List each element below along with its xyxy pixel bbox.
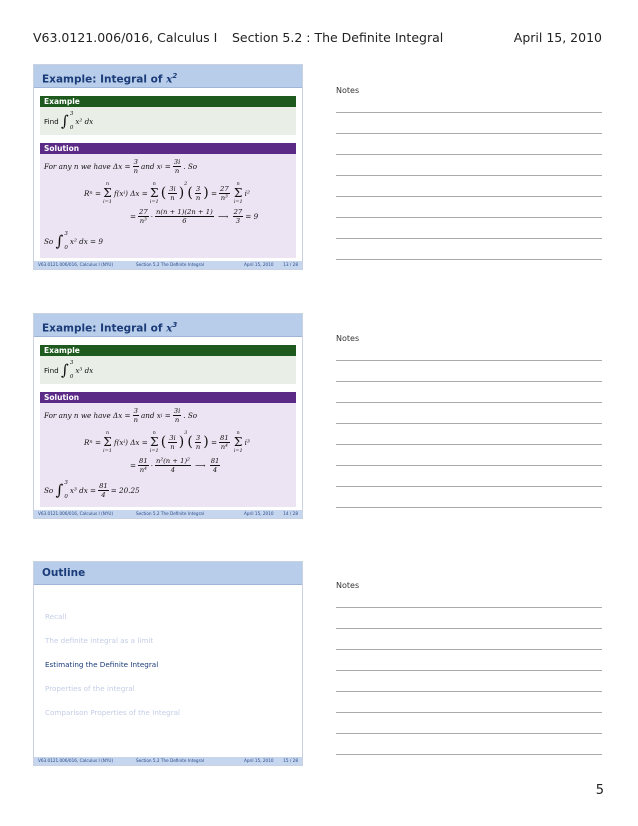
coef-num: 81 bbox=[220, 433, 229, 442]
note-line bbox=[336, 217, 602, 218]
p2-num: 3 bbox=[195, 433, 201, 442]
example-block-header: Example bbox=[40, 345, 296, 356]
so-result: x² dx = 9 bbox=[69, 236, 103, 246]
sol-text: . So bbox=[183, 162, 198, 171]
slide-title-text: Example: Integral of bbox=[42, 322, 163, 335]
p2-num: 3 bbox=[195, 184, 201, 193]
xi-den: n bbox=[174, 416, 180, 424]
so-frac-den: 4 bbox=[101, 490, 106, 499]
footer-course: V63.0121.006/016, Calculus I (NYU) bbox=[38, 511, 114, 516]
sum-top: n bbox=[152, 181, 156, 187]
slide-title-exp: 3 bbox=[172, 321, 178, 329]
coef-num: 27 bbox=[220, 184, 229, 193]
note-line bbox=[336, 381, 602, 382]
solution-intro: For any n we have Δx = $\frac{3}{n}$ and x i = $\frac{3i}{n}$ . So bbox=[44, 158, 198, 175]
outline-item-properties[interactable]: Properties of the integral bbox=[45, 684, 135, 693]
l2-coef-den: n³ bbox=[139, 217, 147, 225]
integral-upper: 3 bbox=[69, 111, 74, 117]
sum-top: n bbox=[236, 181, 240, 187]
footer-page: 15 / 28 bbox=[283, 758, 298, 763]
sol-text: = bbox=[164, 411, 171, 420]
note-line bbox=[336, 196, 602, 197]
example-problem bbox=[44, 111, 292, 131]
outline-item-recall[interactable]: Recall bbox=[45, 612, 67, 621]
integral-lower: 0 bbox=[64, 245, 68, 251]
slide-footer bbox=[34, 757, 302, 765]
example-problem bbox=[44, 360, 292, 380]
so-frac-num: 81 bbox=[99, 481, 108, 490]
note-line bbox=[336, 628, 602, 629]
outline-item-definite-integral-limit[interactable]: The definite integral as a limit bbox=[45, 636, 154, 645]
note-line bbox=[336, 607, 602, 608]
sum-top: n bbox=[236, 430, 240, 436]
note-line bbox=[336, 175, 602, 176]
l2-lim-den: 4 bbox=[212, 466, 218, 474]
xi-den: n bbox=[174, 167, 180, 175]
outline-item-estimating[interactable]: Estimating the Definite Integral bbox=[45, 660, 159, 669]
l2-coef-den: n⁴ bbox=[139, 466, 147, 474]
l2-coef-num: 81 bbox=[139, 457, 148, 465]
paren-den: n bbox=[170, 442, 175, 451]
paren-exp: 2 bbox=[184, 181, 188, 187]
l2-lim-den: 3 bbox=[235, 217, 241, 225]
sum-term: i² bbox=[244, 188, 250, 198]
so-value: = 20.25 bbox=[110, 485, 140, 495]
xi-num: 3i bbox=[173, 407, 181, 415]
outline-title: Outline bbox=[42, 567, 86, 579]
sol-text: and x bbox=[140, 162, 161, 171]
sum-top: n bbox=[105, 430, 110, 436]
example-block-header: Example bbox=[40, 96, 296, 107]
definite-integral: ∫ 3 0 bbox=[61, 111, 74, 131]
p2-den: n bbox=[195, 193, 201, 202]
notes-label: Notes bbox=[336, 86, 360, 95]
f-of-x: f(x bbox=[113, 437, 124, 447]
sum-bottom: i=1 bbox=[102, 448, 112, 454]
slide-title-exp: 2 bbox=[172, 72, 178, 80]
conclusion-line: So ∫ 3 0 x² dx = 9 bbox=[44, 231, 103, 251]
integral-upper: 3 bbox=[69, 360, 74, 366]
sol-text: and x bbox=[140, 411, 161, 420]
footer-course: V63.0121.006/016, Calculus I (NYU) bbox=[38, 262, 114, 267]
find-label: Find bbox=[44, 116, 59, 126]
so-result: x³ dx = bbox=[69, 485, 97, 495]
slide-title bbox=[34, 314, 302, 337]
page-number: 5 bbox=[595, 783, 604, 798]
note-line bbox=[336, 733, 602, 734]
find-label: Find bbox=[44, 365, 59, 375]
equals: = bbox=[94, 188, 101, 198]
l2-mid-num: n(n + 1)(2n + 1) bbox=[155, 208, 213, 216]
sum-bottom: i=1 bbox=[149, 448, 159, 454]
solution-block-header: Solution bbox=[40, 392, 296, 403]
riemann-sum-line: R n = n Σ i=1 f(x i ) Δx = n Σ i=1 ( $\frac{3i}{n}$ ) $^3$ ( $\frac{3}{n}$ ) = $\frac{81}{\text{n⁴}}$ n Σ i=1 i³ bbox=[84, 430, 250, 454]
sol-text: For any n we have Δx = bbox=[44, 411, 131, 420]
paren-exp: 3 bbox=[184, 430, 188, 436]
slide-title-text: Example: Integral of bbox=[42, 73, 163, 86]
sum-bottom: i=1 bbox=[102, 199, 112, 205]
footer-page: 13 / 28 bbox=[283, 262, 298, 267]
note-line bbox=[336, 507, 602, 508]
f-of-x-tail: ) Δx = bbox=[125, 437, 148, 447]
sum-top: n bbox=[152, 430, 156, 436]
integral-lower: 0 bbox=[69, 125, 74, 131]
sum-bottom: i=1 bbox=[233, 199, 243, 205]
solution-block-body bbox=[40, 154, 296, 258]
dx-den: n bbox=[133, 416, 138, 424]
solution-intro: For any n we have Δx = $\frac{3}{n}$ and x i = $\frac{3i}{n}$ . So bbox=[44, 407, 198, 424]
footer-date: April 15, 2010 bbox=[244, 511, 274, 516]
dx-num: 3 bbox=[133, 158, 138, 166]
slide-title-var: x bbox=[166, 73, 173, 86]
integral-lower: 0 bbox=[69, 374, 74, 380]
note-line bbox=[336, 712, 602, 713]
definite-integral: ∫ 3 0 bbox=[61, 360, 74, 380]
sol-text: . So bbox=[183, 411, 198, 420]
footer-section: Section 5.2 The Definite Integral bbox=[136, 511, 205, 516]
limit-line: = $\frac{81}{\text{n⁴}}$ · $\frac{\text{n²(n + 1)²}}{4}$ ⟶ $\frac{81}{4}$ bbox=[130, 457, 220, 474]
notes-label: Notes bbox=[336, 581, 360, 590]
dx-den: n bbox=[133, 167, 138, 175]
note-line bbox=[336, 423, 602, 424]
l2-mid-num: n²(n + 1)² bbox=[155, 457, 190, 465]
rn: R bbox=[84, 437, 90, 447]
l2-result: = 9 bbox=[245, 212, 259, 221]
header-date: April 15, 2010 bbox=[513, 30, 602, 45]
integrand: x² dx bbox=[75, 116, 94, 126]
example-block-body bbox=[40, 107, 296, 135]
integral-upper: 3 bbox=[64, 480, 68, 486]
riemann-sum-line: R n = n Σ i=1 f(x i ) Δx = n Σ i=1 ( $\frac{3i}{n}$ ) $^2$ ( $\frac{3}{n}$ ) = $\frac{27}{\text{n³}}$ n Σ i=1 i² bbox=[84, 181, 250, 205]
limit-line: = $\frac{27}{\text{n³}}$ · $\frac{n(n + 1)(2n + 1)}{6}$ ⟶ $\frac{27}{3}$ = 9 bbox=[130, 208, 259, 225]
coef-den: n³ bbox=[220, 193, 228, 202]
note-line bbox=[336, 444, 602, 445]
xi-num: 3i bbox=[173, 158, 181, 166]
footer-page: 14 / 28 bbox=[283, 511, 298, 516]
l2-lim-num: 81 bbox=[210, 457, 220, 465]
f-of-x-tail: ) Δx = bbox=[125, 188, 148, 198]
equals: = bbox=[94, 437, 101, 447]
footer-date: April 15, 2010 bbox=[244, 262, 274, 267]
solution-block-body bbox=[40, 403, 296, 507]
paren-num: 3i bbox=[169, 184, 176, 193]
slide-title bbox=[34, 65, 302, 88]
coef-den: n⁴ bbox=[220, 442, 228, 451]
l2-lim-num: 27 bbox=[233, 208, 243, 216]
note-line bbox=[336, 486, 602, 487]
integrand: x³ dx bbox=[75, 365, 94, 375]
note-line bbox=[336, 154, 602, 155]
slide-title-var: x bbox=[166, 322, 173, 335]
sum-bottom: i=1 bbox=[149, 199, 159, 205]
paren-num: 3i bbox=[169, 433, 176, 442]
example-block-body bbox=[40, 356, 296, 384]
note-line bbox=[336, 465, 602, 466]
integral-upper: 3 bbox=[64, 231, 68, 237]
note-line bbox=[336, 259, 602, 260]
slide-footer bbox=[34, 510, 302, 518]
sum-top: n bbox=[105, 181, 110, 187]
sol-text: = bbox=[164, 162, 171, 171]
note-line bbox=[336, 670, 602, 671]
note-line bbox=[336, 360, 602, 361]
note-line bbox=[336, 691, 602, 692]
sum-bottom: i=1 bbox=[233, 448, 243, 454]
slide-outline bbox=[33, 561, 303, 766]
p2-den: n bbox=[195, 442, 201, 451]
footer-date: April 15, 2010 bbox=[244, 758, 274, 763]
note-line bbox=[336, 402, 602, 403]
slide-footer bbox=[34, 261, 302, 269]
sum-term: i³ bbox=[244, 437, 250, 447]
note-line bbox=[336, 238, 602, 239]
note-line bbox=[336, 754, 602, 755]
conclusion-line: So ∫ 3 0 x³ dx = $\frac{81}{4}$ = 20.25 bbox=[44, 480, 140, 500]
slide-integral-x3 bbox=[33, 313, 303, 519]
slide-integral-x2 bbox=[33, 64, 303, 270]
outline-item-comparison[interactable]: Comparison Properties of the Integral bbox=[45, 708, 181, 717]
so-label: So bbox=[44, 485, 54, 495]
note-line bbox=[336, 649, 602, 650]
footer-course: V63.0121.006/016, Calculus I (NYU) bbox=[38, 758, 114, 763]
integral-lower: 0 bbox=[64, 494, 68, 500]
l2-coef-num: 27 bbox=[139, 208, 148, 216]
l2-mid-den: 6 bbox=[182, 217, 187, 225]
slide-title bbox=[34, 562, 302, 585]
sol-text: For any n we have Δx = bbox=[44, 162, 131, 171]
f-of-x: f(x bbox=[113, 188, 124, 198]
header-section: Section 5.2 : The Definite Integral bbox=[232, 30, 444, 45]
note-line bbox=[336, 133, 602, 134]
note-line bbox=[336, 112, 602, 113]
rn: R bbox=[84, 188, 90, 198]
notes-label: Notes bbox=[336, 334, 360, 343]
footer-section: Section 5.2 The Definite Integral bbox=[136, 262, 205, 267]
paren-den: n bbox=[170, 193, 175, 202]
dx-num: 3 bbox=[133, 407, 138, 415]
header-course: V63.0121.006/016, Calculus I bbox=[33, 30, 218, 45]
l2-mid-den: 4 bbox=[170, 466, 176, 474]
footer-section: Section 5.2 The Definite Integral bbox=[136, 758, 205, 763]
solution-block-header: Solution bbox=[40, 143, 296, 154]
so-label: So bbox=[44, 236, 54, 246]
